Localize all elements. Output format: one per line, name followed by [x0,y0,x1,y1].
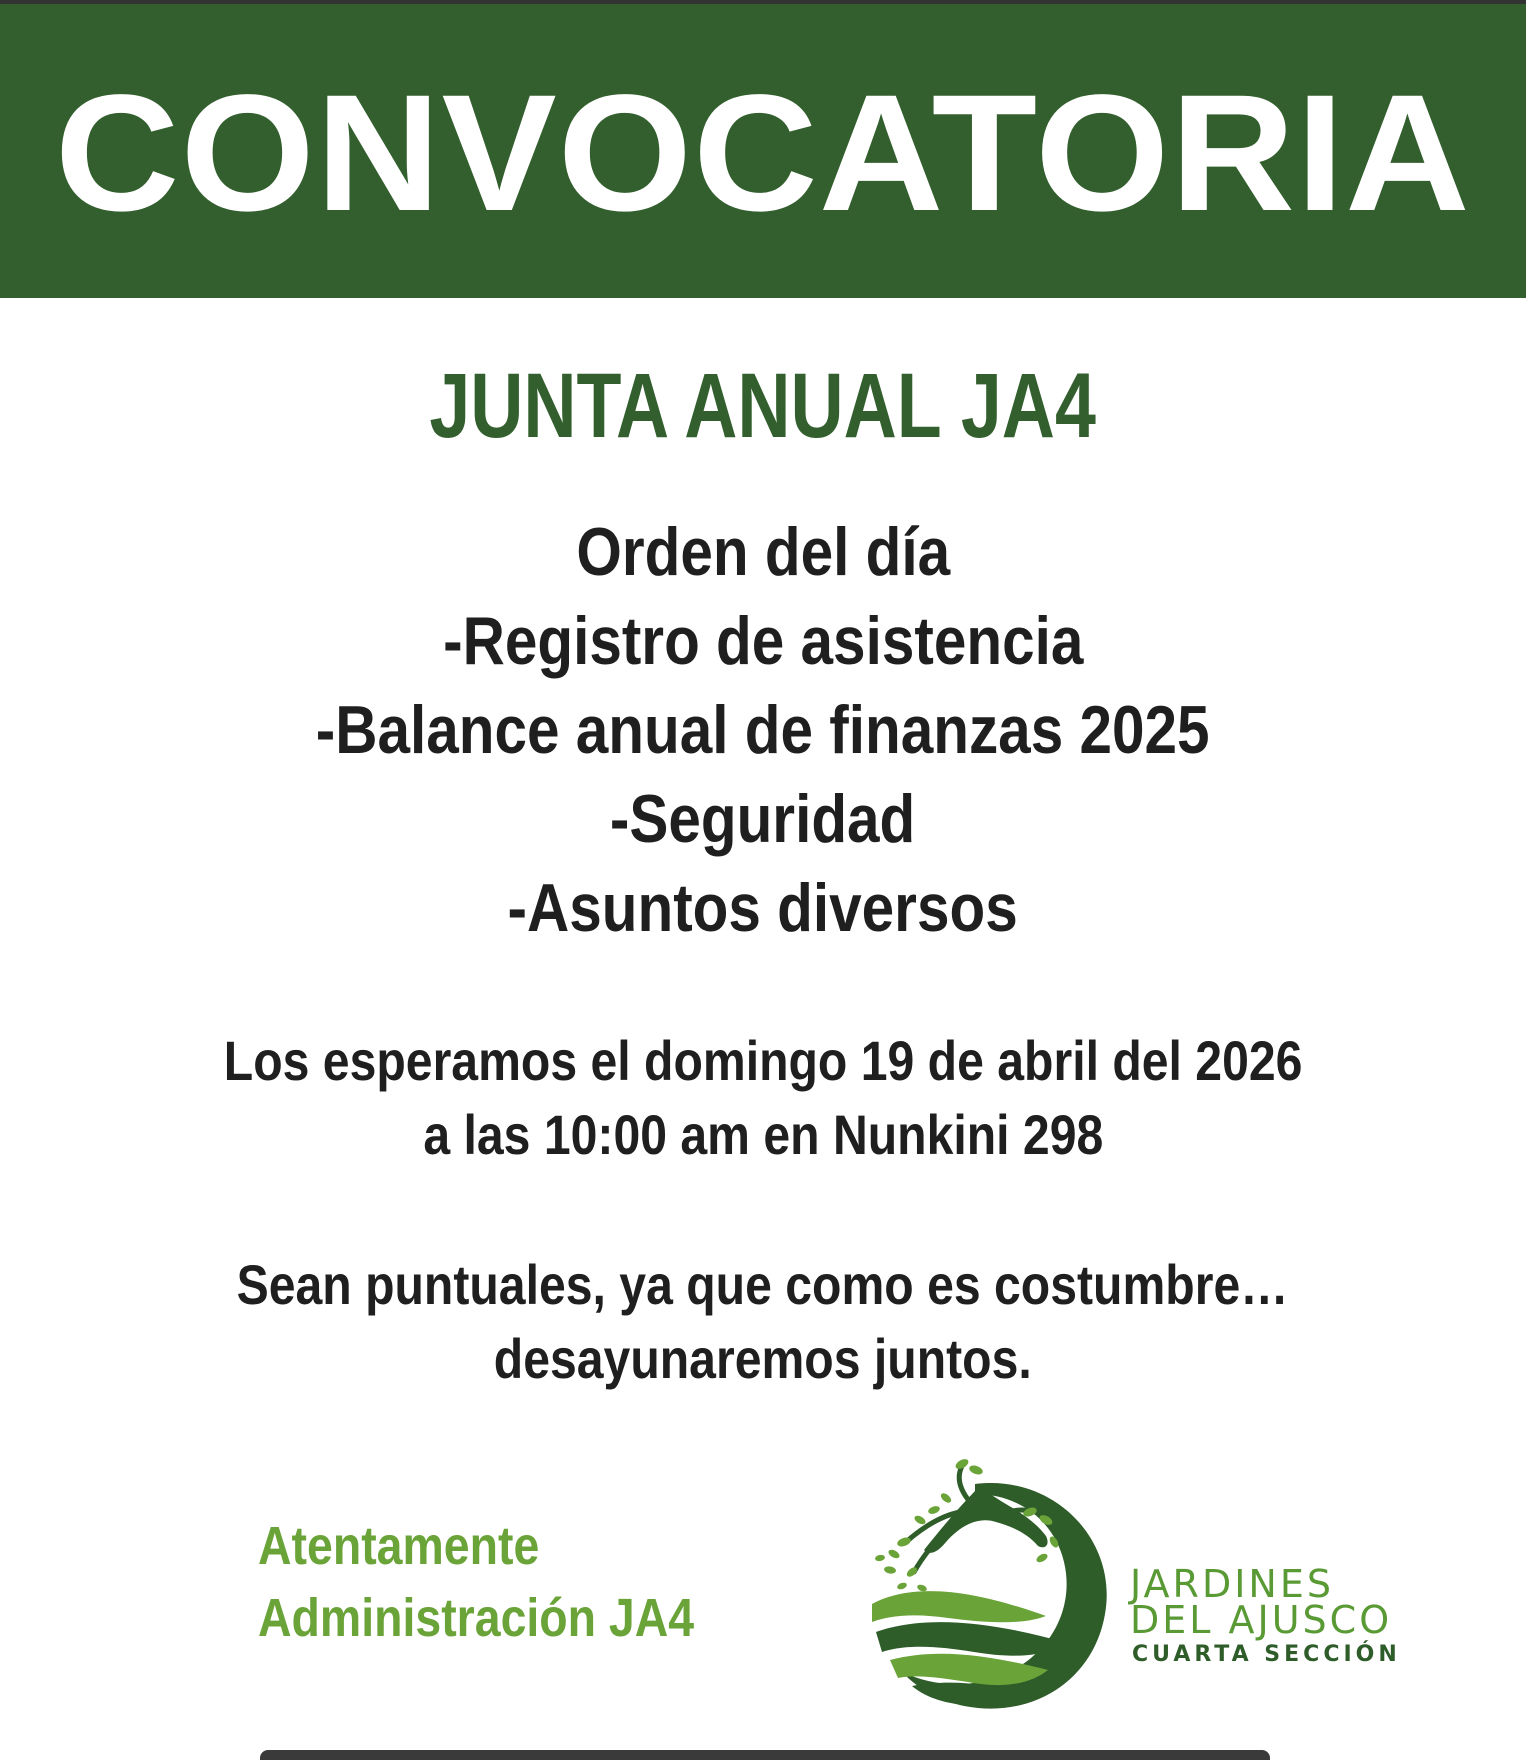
logo-line-del-ajusco: DEL AJUSCO [1130,1598,1393,1642]
meeting-subtitle-text: JUNTA ANUAL JA4 [429,355,1097,457]
agenda-item-asuntos: -Asuntos diversos [507,870,1019,946]
bottom-edge-bar [260,1750,1270,1760]
note-line-2-text: desayunaremos juntos. [494,1327,1032,1390]
note-line-1-text: Sean puntuales, ya que como es costumbre… [237,1253,1289,1316]
logo-hill-light [872,1591,1046,1622]
agenda-section [0,508,1526,953]
agenda-item [0,864,1526,953]
agenda-heading-text: Orden del día [576,514,950,590]
meeting-subtitle [0,355,1526,457]
event-time-location-text: a las 10:00 am en Nunkini 298 [423,1103,1103,1166]
agenda-item-seguridad: -Seguridad [610,781,916,857]
signature-signer: Administración JA4 [258,1588,695,1648]
logo-line-jardines: JARDINES [1130,1562,1334,1606]
title-banner [0,4,1526,298]
agenda-item [0,686,1526,775]
signature-closing: Atentamente [258,1516,540,1576]
logo-line-cuarta-seccion: CUARTA SECCIÓN [1132,1642,1401,1667]
punctuality-note [0,1248,1526,1396]
signature-block [258,1510,765,1654]
page-title: CONVOCATORIA [54,61,1472,246]
event-details [0,1024,1526,1172]
note-line-2 [0,1322,1526,1396]
signature-line-1 [258,1510,765,1582]
event-date-line [0,1024,1526,1098]
agenda-item-balance: -Balance anual de finanzas 2025 [316,692,1210,768]
agenda-item [0,775,1526,864]
tree-hills-logo-icon [850,1446,1120,1716]
event-time-location-line [0,1098,1526,1172]
logo-wordmark [1130,1562,1401,1672]
agenda-heading [0,508,1526,597]
event-date-text: Los esperamos el domingo 19 de abril del 2026 [223,1029,1303,1092]
note-line-1 [0,1248,1526,1322]
agenda-item [0,597,1526,686]
signature-line-2 [258,1582,765,1654]
logo-hill-dark [876,1622,1064,1656]
agenda-item-registro: -Registro de asistencia [442,603,1084,679]
